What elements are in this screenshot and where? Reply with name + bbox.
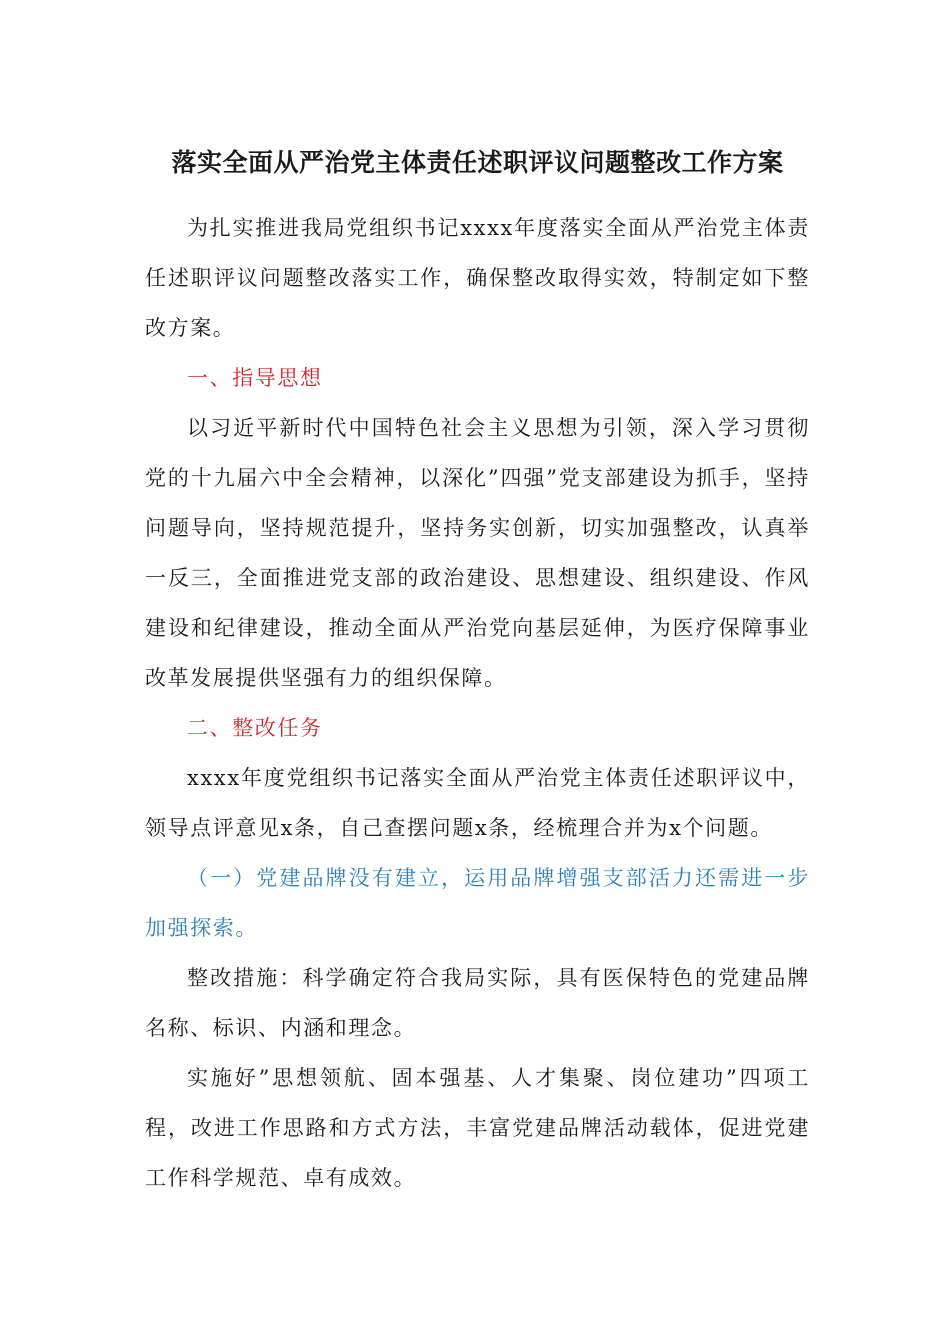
document-body [145,203,810,1203]
section-heading-guiding-ideology: 一、指导思想 [187,366,323,390]
issue-heading-party-brand: （一）党建品牌没有建立，运用品牌增强支部活力还需进一步加强探索。 [145,866,810,940]
section-heading-rectification-tasks: 二、整改任务 [187,716,323,740]
issue-measure-paragraph: 整改措施：科学确定符合我局实际，具有医保特色的党建品牌名称、标识、内涵和理念。 [145,966,810,1040]
guiding-ideology-paragraph: 以习近平新时代中国特色社会主义思想为引领，深入学习贯彻党的十九届六中全会精神，以深化”四强”党支部建设为抓手，坚持问题导向，坚持规范提升，坚持务实创新，切实加强整改，认真举一反三，全面推进党支部的政治建设、思想建设、组织建设、作风建设和纪律建设，推动全面从严治党向基层延伸，为医疗保障事业改革发展提供坚强有力的组织保障。 [145,416,810,690]
issue-action-paragraph: 实施好”思想领航、固本强基、人才集聚、岗位建功”四项工程，改进工作思路和方式方法，丰富党建品牌活动载体，促进党建工作科学规范、卓有成效。 [145,1066,810,1190]
rectification-tasks-paragraph: xxxx年度党组织书记落实全面从严治党主体责任述职评议中，领导点评意见x条，自己查摆问题x条，经梳理合并为x个问题。 [145,766,810,840]
intro-paragraph: 为扎实推进我局党组织书记xxxx年度落实全面从严治党主体责任述职评议问题整改落实工作，确保整改取得实效，特制定如下整改方案。 [145,216,810,340]
document-title: 落实全面从严治党主体责任述职评议问题整改工作方案 [171,148,784,177]
